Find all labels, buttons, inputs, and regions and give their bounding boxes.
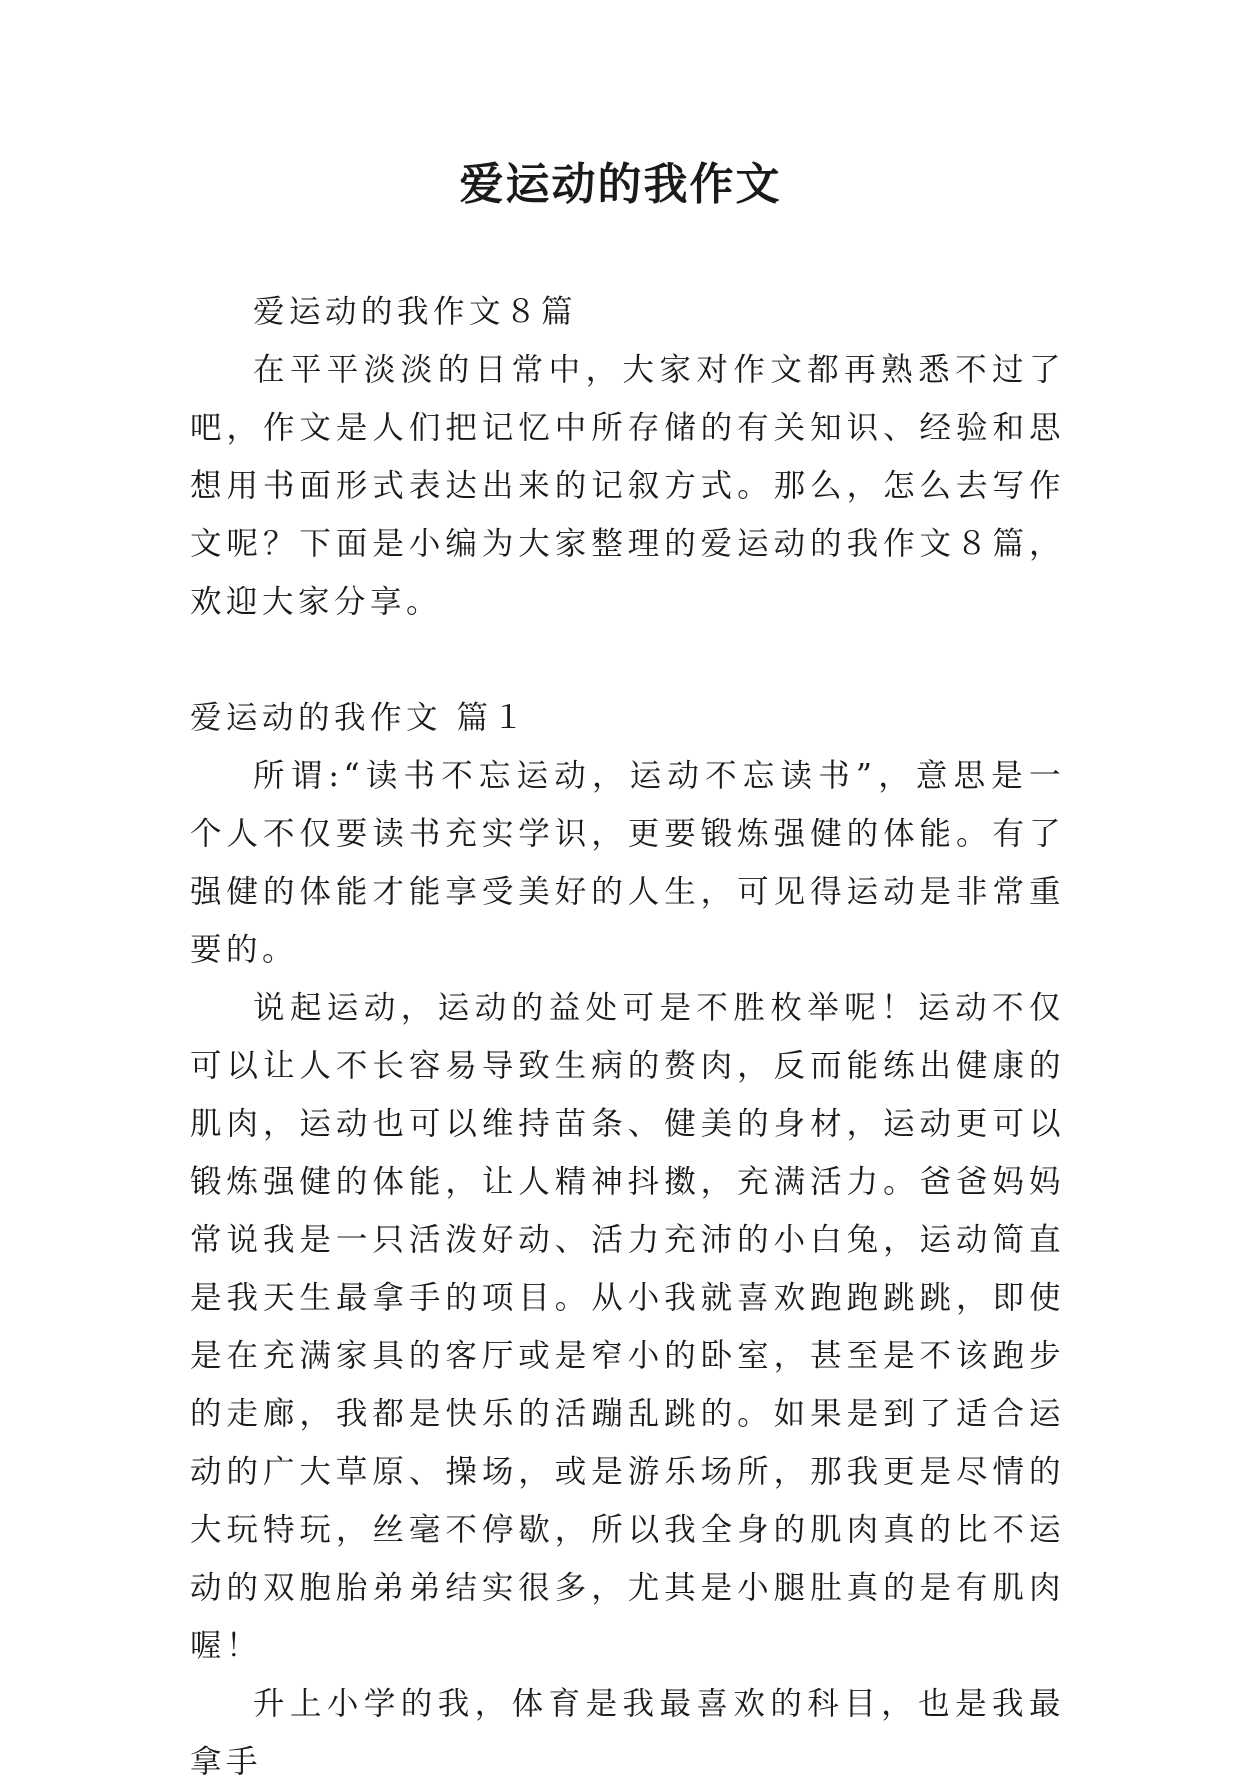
intro-paragraph: 在平平淡淡的日常中，大家对作文都再熟悉不过了吧，作文是人们把记忆中所存储的有关知识、经验和思想用书面形式表达出来的记叙方式。那么，怎么去写作文呢？下面是小编为大家整理的爱运动的我作文８篇，欢迎大家分享。 bbox=[190, 352, 1065, 620]
paragraph-spacer bbox=[190, 631, 1065, 689]
section-heading: 爱运动的我作文 篇１ bbox=[190, 700, 529, 736]
document-title: 爱运动的我作文 bbox=[459, 159, 782, 210]
body-paragraph-1: 所谓:“读书不忘运动，运动不忘读书”，意思是一个人不仅要读书充实学识，更要锻炼强健的体能。有了强健的体能才能享受美好的人生，可见得运动是非常重要的。 bbox=[190, 758, 1065, 968]
body-paragraph-2: 说起运动，运动的益处可是不胜枚举呢！运动不仅可以让人不长容易导致生病的赘肉，反而能练出健康的肌肉，运动也可以维持苗条、健美的身材，运动更可以锻炼强健的体能，让人精神抖擞，充满活力。爸爸妈妈常说我是一只活泼好动、活力充沛的小白兔，运动简直是我天生最拿手的项目。从小我就喜欢跑跑跳跳，即使是在充满家具的客厅或是窄小的卧室，甚至是不该跑步的走廊，我都是快乐的活蹦乱跳的。如果是到了适合运动的广大草原、操场，或是游乐场所，那我更是尽情的大玩特玩，丝毫不停歇，所以我全身的肌肉真的比不运动的双胞胎弟弟结实很多，尤其是小腿肚真的是有肌肉喔！ bbox=[190, 990, 1065, 1664]
document-body bbox=[190, 283, 1065, 1791]
document-subtitle: 爱运动的我作文８篇 bbox=[253, 294, 578, 330]
body-paragraph-3: 升上小学的我，体育是我最喜欢的科目，也是我最拿手 bbox=[190, 1686, 1065, 1780]
